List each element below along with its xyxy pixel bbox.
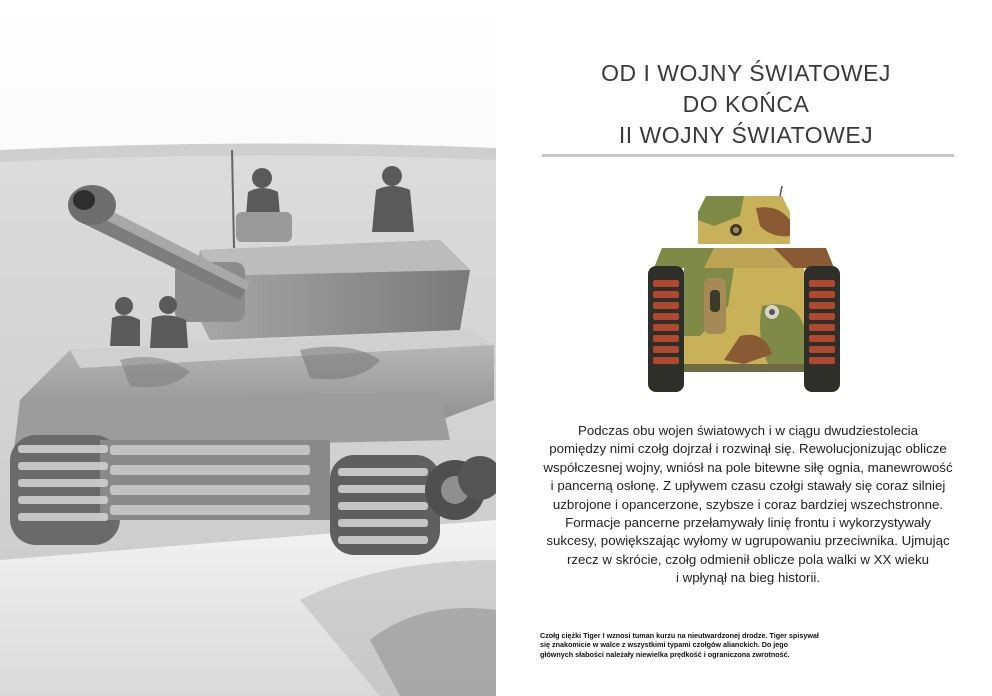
- chapter-title: [536, 58, 956, 151]
- right-page: [496, 0, 992, 696]
- chapter-title-line-1: OD I WOJNY ŚWIATOWEJ: [601, 60, 891, 86]
- intro-line-1: Podczas obu wojen światowych i w ciągu dwudziestolecia: [578, 423, 918, 438]
- intro-line-3: współczesnej wojny, wniósł na pole bitewne siłę ognia, manewrowość: [543, 459, 953, 475]
- chapter-title-line-2: DO KOŃCA: [682, 91, 810, 117]
- title-divider: [542, 154, 954, 157]
- intro-line-6: Formacje pancerne przełamywały linię frontu i wykorzystywały: [565, 515, 931, 531]
- intro-line-9: i wpłynął na bieg historii.: [675, 570, 821, 586]
- intro-line-5: uzbrojone i opancerzone, szybsze i coraz bardziej wszechstronne.: [552, 496, 944, 512]
- intro-line-4: i pancerną osłonę. Z upływem czasu czołgi stawały się coraz silniej: [550, 478, 946, 494]
- tank-front-illustration: [644, 186, 844, 396]
- caption-line-3: głównych słabości należały niewielka prędkość i ograniczona zwrotność.: [540, 649, 790, 659]
- photo-caption: [540, 631, 870, 659]
- caption-line-2: się znakomicie w walce z wszystkimi typami czołgów alianckich. Do jego: [540, 640, 789, 650]
- intro-paragraph: [532, 422, 964, 588]
- intro-line-2: pomiędzy nimi czołg dojrzał i rozwinął się. Rewolucjonizując oblicze: [549, 441, 947, 457]
- intro-line-8: rzecz w skrócie, czołg odmienił oblicze pola walki w XX wieku: [566, 551, 930, 567]
- chapter-title-line-3: II WOJNY ŚWIATOWEJ: [618, 122, 874, 148]
- intro-line-7: sukcesy, powiększając wyłomy w ugrupowaniu przeciwnika. Ujmując: [546, 533, 950, 549]
- caption-line-1: Czołg ciężki Tiger I wznosi tuman kurzu na nieutwardzonej drodze. Tiger spisywał: [540, 631, 819, 640]
